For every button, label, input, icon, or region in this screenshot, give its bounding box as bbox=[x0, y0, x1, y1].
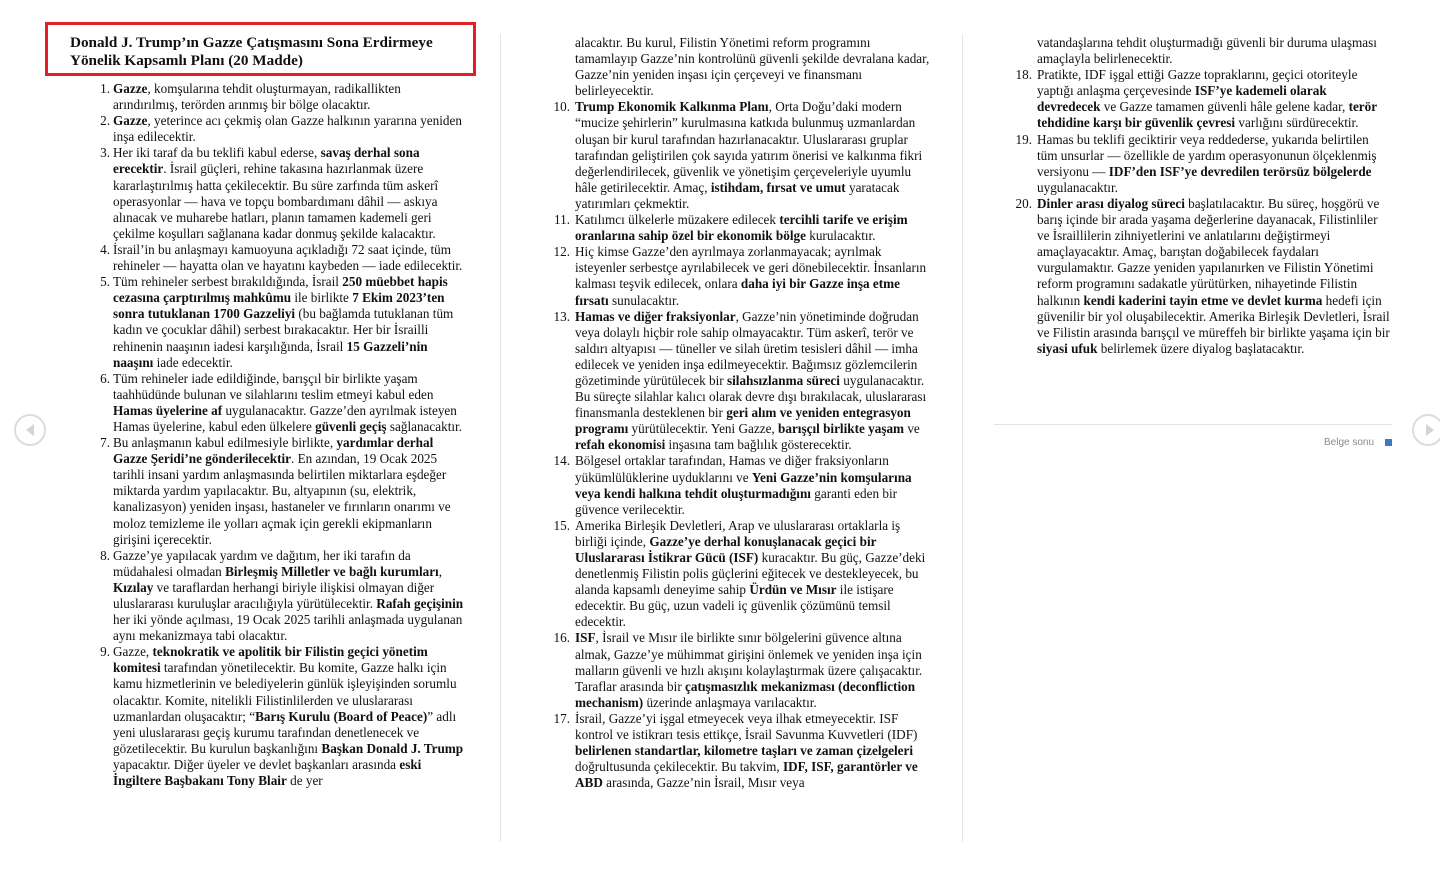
bold-text: istihdam, fırsat ve umut bbox=[710, 179, 846, 195]
list-item bbox=[70, 274, 468, 371]
list-item bbox=[548, 309, 934, 454]
item-number: 19. bbox=[1015, 131, 1032, 147]
item-text: Gazze’ye yapılacak yardım ve dağıtım, her iki tarafın da müdahalesi olmadan bbox=[113, 547, 411, 579]
bold-text: ISF’ye kademeli olarak devredecek bbox=[1037, 83, 1327, 115]
bold-text: Trump Ekonomik Kalkınma Planı bbox=[575, 99, 769, 115]
list-item bbox=[70, 81, 468, 113]
item-number: 5. bbox=[100, 274, 110, 290]
end-of-document-label: Belge sonu bbox=[1324, 437, 1375, 448]
item-text: yaratacak yatırımları çekmektir. bbox=[575, 179, 900, 211]
item-text: (bu bağlamda tutuklanan tüm kadın ve çocuklar dâhil) serbest bırakacaktır. Her bir İsrailli rehinenin naaşının iadesi karşılığında, İsrail bbox=[113, 306, 454, 354]
item-text: varlığını sürdürecektir. bbox=[1235, 115, 1359, 131]
bold-text: Gazze’ye derhal konuşlanacak geçici bir Uluslararası İstikrar Gücü (ISF) bbox=[575, 533, 877, 565]
list-item bbox=[70, 242, 468, 274]
item-text: , İsrail ve Mısır ile birlikte sınır bölgelerini güvence altına almak, Gazze’ye mühimmat girişini önlemek ve yeniden inşa için malların güvenli ve hızlı akışını kolaylaştırmak üzere çalışacaktır. Taraflar arasında bir bbox=[575, 630, 923, 694]
bold-text: Barış Kurulu (Board of Peace) bbox=[255, 708, 428, 724]
item-text: Gazze, bbox=[113, 644, 153, 660]
item-text: yapacaktır. Diğer üyeler ve devlet başkanları arasında bbox=[113, 756, 400, 772]
list-item bbox=[548, 518, 934, 631]
bold-text: kendi kaderini tayin etme ve devlet kurma bbox=[1083, 292, 1323, 308]
item-text: . En azından, 19 Ocak 2025 tarihli insani yardım anlaşmasında belirtilen miktarlara eşdeğer miktarda yardım yapılacaktır. Bu, altyapının (su, elektrik, kanalizasyon) yeniden inşası, hastaneler ve fırınların onarımı ve moloz temizleme ile yolları açmak için gerekli ekipmanların girişini içerecektir. bbox=[113, 451, 451, 547]
item-text: arasında, Gazze’nin İsrail, Mısır veya bbox=[602, 775, 805, 791]
item-text: yürütülecektir. Yeni Gazze, bbox=[628, 421, 779, 437]
item-text: ve bbox=[904, 421, 920, 437]
item-number: 2. bbox=[100, 113, 110, 129]
bold-text: barışçıl birlikte yaşam bbox=[778, 421, 905, 437]
item-text: ile birlikte bbox=[291, 290, 353, 306]
bold-text: ISF bbox=[575, 630, 596, 646]
item-number: 16. bbox=[553, 630, 570, 646]
list-item bbox=[1010, 196, 1392, 357]
plan-list bbox=[70, 81, 468, 789]
previous-page-button[interactable] bbox=[14, 414, 46, 446]
item-text: Tüm rehineler serbest bırakıldığında, İsrail bbox=[113, 274, 343, 290]
item-text: garanti eden bir güvence verilecektir. bbox=[575, 485, 898, 517]
item-number: 13. bbox=[553, 308, 570, 324]
list-item bbox=[548, 630, 934, 710]
item-text: İsrail’in bu anlaşmayı kamuoyuna açıkladığı 72 saat içinde, tüm rehineler — hayatta olan ve hayatını kaybeden — iade edilecektir. bbox=[113, 241, 463, 274]
plan-list bbox=[1010, 67, 1392, 357]
bold-text: güvenli geçiş bbox=[315, 418, 387, 434]
bold-text: Ürdün ve Mısır bbox=[749, 582, 837, 598]
bold-text: 15 Gazzeli’nin naaşını bbox=[113, 338, 428, 370]
bold-text: IDF, ISF, garantörler ve ABD bbox=[575, 759, 918, 791]
list-item bbox=[70, 113, 468, 145]
item-text: de yer bbox=[286, 773, 323, 789]
item-number: 15. bbox=[553, 517, 570, 533]
next-page-button[interactable] bbox=[1412, 414, 1440, 446]
list-item bbox=[1010, 67, 1392, 131]
continued-paragraph: vatandaşlarına tehdit oluşturmadığı güvenli bir duruma ulaşması amaçlayla belirlenecektir. bbox=[1037, 35, 1377, 67]
item-number: 9. bbox=[100, 644, 110, 660]
bold-text: Dinler arası diyalog süreci bbox=[1037, 195, 1185, 211]
bold-text: savaş derhal sona erecektir bbox=[113, 145, 420, 177]
list-item bbox=[548, 244, 934, 308]
item-text: , bbox=[438, 563, 443, 579]
item-text: ” adlı yeni uluslararası geçiş kurumu tarafından denetlenecek ve gözetilecektir. Bu kurulun başkanlığını bbox=[113, 708, 457, 756]
item-number: 4. bbox=[100, 241, 110, 257]
item-number: 7. bbox=[100, 435, 110, 451]
list-item bbox=[70, 145, 468, 242]
bold-text: Rafah geçişinin bbox=[376, 596, 464, 611]
document-column-2 bbox=[548, 35, 934, 791]
item-number: 8. bbox=[100, 547, 110, 563]
bold-text: Kızılay bbox=[113, 579, 154, 595]
item-text: , komşularına tehdit oluşturmayan, radikallikten arındırılmış, terörden arınmış bir bölge olacaktır. bbox=[113, 81, 401, 113]
item-text: Amerika Birleşik Devletleri, Arap ve uluslararası ortaklarla iş birliği içinde, bbox=[575, 517, 901, 549]
item-text: Pratikte, IDF işgal ettiği Gazze topraklarını, geçici otoriteyle yaptığı anlaşma çerçevesinde bbox=[1037, 67, 1358, 99]
item-number: 3. bbox=[100, 145, 110, 161]
bold-text: Gazze bbox=[113, 81, 148, 96]
document-column-1 bbox=[70, 34, 468, 789]
item-number: 14. bbox=[553, 453, 570, 469]
bold-text: refah ekonomisi bbox=[575, 437, 666, 453]
column-divider bbox=[500, 34, 501, 842]
bold-text: yardımlar derhal Gazze Şeridi’ne gönderilecektir bbox=[113, 435, 434, 467]
list-item bbox=[1010, 132, 1392, 196]
item-text: hedefi için güvenilir bir yol oluşabilecektir. Amerika Birleşik Devletleri, İsrail ve Filistin arasında barışçıl ve müreffeh bir birlikte yaşama için bir bbox=[1037, 292, 1390, 340]
bold-text: geri alım ve yeniden entegrasyon programı bbox=[575, 405, 911, 437]
item-text: Her iki taraf da bu teklifi kabul ederse, bbox=[113, 145, 321, 161]
bold-text: teknokratik ve apolitik bir Filistin geçici yönetim komitesi bbox=[113, 644, 428, 676]
list-item bbox=[548, 212, 934, 244]
document-end-rule bbox=[994, 424, 1392, 425]
bold-text: çatışmasızlık mekanizması (deconfliction mechanism) bbox=[575, 678, 916, 710]
bold-text: eski İngiltere Başbakanı Tony Blair bbox=[113, 756, 422, 789]
list-item bbox=[70, 435, 468, 548]
arrow-right-icon bbox=[1422, 423, 1436, 437]
item-text: ile istişare edecektir. Bu güç, uzun vadeli iç güvenlik çözümünü temsil edecektir. bbox=[575, 582, 894, 630]
bold-text: daha iyi bir Gazze inşa etme fırsatı bbox=[575, 276, 900, 308]
item-text: Hiç kimse Gazze’den ayrılmaya zorlanmayacak; ayrılmak isteyenler serbestçe ayrılabilecek ve geri dönebilecektir. İnsanların kalması teşvik edilecek, onlara bbox=[575, 244, 927, 292]
item-text: belirlemek üzere diyalog başlatacaktır. bbox=[1097, 340, 1305, 356]
item-number: 12. bbox=[553, 244, 570, 260]
bold-text: IDF’den ISF’ye devredilen terörsüz bölgelerde bbox=[1108, 163, 1372, 179]
bold-text: tercihli tarife ve erişim oranlarına sahip özel bir ekonomik bölge bbox=[575, 212, 908, 244]
item-text: iade edecektir. bbox=[153, 354, 233, 370]
document-column-3 bbox=[1010, 35, 1392, 357]
item-text: uygulanacaktır. bbox=[1037, 179, 1118, 195]
item-text: . İsrail güçleri, rehine takasına hazırlanmak üzere kararlaştırılmış hatta çekilecektir. Bu süre zarfında tüm askerî operasyonlar — hava ve topçu bombardımanı dâhil — askıya alınacak ve muharebe hatları, planın tamamen kademeli geri çekilme koşulları sağlanana kadar donmuş şekilde kalacaktır. bbox=[113, 161, 439, 241]
plan-list bbox=[548, 99, 934, 791]
bold-text: terör tehdidine karşı bir güvenlik çevresi bbox=[1037, 99, 1377, 131]
bold-text: Başkan Donald J. Trump bbox=[321, 740, 464, 756]
bold-text: Gazze bbox=[113, 113, 148, 129]
item-number: 20. bbox=[1015, 195, 1032, 211]
bold-text: Yeni Gazze’nin komşularına veya kendi halkına tehdit oluşturmadığını bbox=[575, 469, 912, 501]
item-number: 17. bbox=[553, 710, 570, 726]
item-text: sağlanacaktır. bbox=[386, 418, 462, 434]
item-number: 18. bbox=[1015, 67, 1032, 83]
list-item bbox=[548, 453, 934, 517]
item-text: ve taraflardan herhangi biriyle ilişkisi olmayan diğer uluslararası kuruluşlar aracılığıyla yürütülecektir. bbox=[113, 579, 435, 611]
title-line-2: Yönelik Kapsamlı Planı (20 Madde) bbox=[70, 52, 303, 69]
bold-text: belirlenen standartlar, kilometre taşları ve zaman çizelgeleri bbox=[575, 743, 914, 759]
item-text: , Orta Doğu’daki modern “mucize şehirlerin” kurulmasına katkıda bulunmuş uzmanlardan oluşan bir kurul tarafından hazırlanacaktır. Uluslararası gruplar tarafından geliştirilen çok sayıda yatırım önerisi ve kalkınma fikri değerlendirilecek, güvenlik ve yönetişim çerçeveleriyle uyumlu hâle getirilecektir. Amaç, bbox=[575, 99, 923, 195]
end-marker-icon bbox=[1385, 439, 1392, 446]
bold-text: Birleşmiş Milletler ve bağlı kurumları bbox=[225, 563, 439, 579]
item-text: Bölgesel ortaklar tarafından, Hamas ve diğer fraksiyonların yükümlülüklerine uyduklarını ve bbox=[575, 453, 889, 485]
item-text: , yeterince acı çekmiş olan Gazze halkının yararına yeniden inşa edilecektir. bbox=[113, 113, 462, 145]
title-line-1: Donald J. Trump’ın Gazze Çatışmasını Sona Erdirmeye bbox=[70, 34, 433, 51]
bold-text: Hamas üyelerine af bbox=[113, 402, 223, 418]
item-text: inşasına tam bağlılık gösterecektir. bbox=[665, 437, 852, 453]
bold-text: 250 müebbet hapis cezasına çarptırılmış mahkûmu bbox=[113, 274, 448, 306]
item-text: uygulanacaktır. Gazze’den ayrılmak isteyen Hamas üyelerine, kabul eden ülkelere bbox=[113, 402, 457, 434]
item-number: 6. bbox=[100, 370, 110, 386]
list-item bbox=[70, 371, 468, 435]
list-item bbox=[548, 711, 934, 791]
item-text: uygulanacaktır. Bu süreçte silahlar kalıcı olarak devre dışı bırakılacak, uluslararası finansmanla desteklenen bir bbox=[575, 372, 927, 421]
item-text: tarafından yönetilecektir. Bu komite, Gazze halkı için kamu hizmetlerinin ve belediyelerin günlük işleyişinden sorumlu olacaktır. Komite, nitelikli Filistinlilerden ve uluslararası uzmanlardan oluşacaktır; “ bbox=[113, 660, 457, 724]
bold-text: 7 Ekim 2023’ten sonra tutuklanan 1700 Gazzeliyi bbox=[113, 290, 445, 322]
bold-text: siyasi ufuk bbox=[1037, 340, 1098, 356]
list-item bbox=[70, 644, 468, 789]
column-divider bbox=[962, 34, 963, 842]
bold-text: silahsızlanma süreci bbox=[726, 372, 840, 388]
item-text: ve Gazze tamamen güvenli hâle gelene kadar, bbox=[1100, 99, 1349, 115]
item-text: Bu anlaşmanın kabul edilmesiyle birlikte, bbox=[113, 435, 337, 451]
item-text: Hamas bu teklifi geciktirir veya reddederse, yukarıda belirtilen tüm unsurlar — özellikle de yardım operasyonunun ölçeklenmiş versiyonu — bbox=[1037, 131, 1377, 179]
bold-text: Hamas ve diğer fraksiyonlar bbox=[575, 308, 736, 324]
item-text: her iki yönde açılması, 19 Ocak 2025 tarihli anlaşmada uygulanan aynı mekanizmaya tabi olacaktır. bbox=[113, 612, 463, 644]
item-number: 10. bbox=[553, 99, 570, 115]
list-item bbox=[548, 99, 934, 212]
list-item bbox=[70, 548, 468, 645]
document-title bbox=[70, 34, 468, 70]
item-text: kurulacaktır. bbox=[805, 228, 876, 244]
item-text: başlatılacaktır. Bu süreç, hoşgörü ve barış içinde bir arada yaşama değerlerine dayanacak, Filistinliler ve İsraillilerin zihniyetlerini ve anlatılarını değiştirmeyi amaçlayacaktır. Amaç, barıştan doğabilecek faydaları vurgulamaktır. Gazze yeniden yapılanırken ve Filistin Yönetimi reform programını sadakatle yürütürken, nihayetinde Filistin halkının bbox=[1037, 195, 1380, 308]
item-text: Tüm rehineler iade edildiğinde, barışçıl bir birlikte yaşam taahhüdünde bulunan ve silahlarını teslim etmeyi kabul eden bbox=[113, 370, 434, 402]
item-text: doğrultusunda çekilecektir. Bu takvim, bbox=[575, 759, 784, 775]
item-text: , Gazze’nin yönetiminde doğrudan veya dolaylı hiçbir role sahip olmayacaktır. Tüm askerî, terör ve saldırı altyapısı — tüneller ve silah üretim tesisleri dâhil — imha edilecek ve yeniden inşa edilmeyecektir. Bağımsız gözlemcilerin gözetiminde yürütülecek bir bbox=[575, 308, 919, 388]
item-number: 1. bbox=[100, 81, 110, 96]
item-text: üzerinde anlaşmaya varılacaktır. bbox=[643, 694, 817, 710]
item-text: sunulacaktır. bbox=[608, 292, 680, 308]
item-text: kuracaktır. Bu güç, Gazze’deki denetlenmiş Filistin polis güçlerini eğitecek ve destekleyecek, bu alanda kapsamlı deneyime sahip bbox=[575, 550, 926, 598]
item-text: Katılımcı ülkelerle müzakere edilecek bbox=[575, 212, 780, 228]
arrow-left-icon bbox=[24, 423, 38, 437]
item-number: 11. bbox=[554, 212, 570, 228]
item-text: İsrail, Gazze’yi işgal etmeyecek veya ilhak etmeyecektir. ISF kontrol ve istikrarı tesis ettikçe, İsrail Savunma Kuvvetleri (IDF) bbox=[575, 710, 918, 743]
continued-paragraph: alacaktır. Bu kurul, Filistin Yönetimi reform programını tamamlayıp Gazze’nin kontrolünü güvenli şekilde devralana kadar, Gazze’nin yeniden inşası için çerçeveyi ve finansmanı belirleyecektir. bbox=[575, 35, 930, 99]
